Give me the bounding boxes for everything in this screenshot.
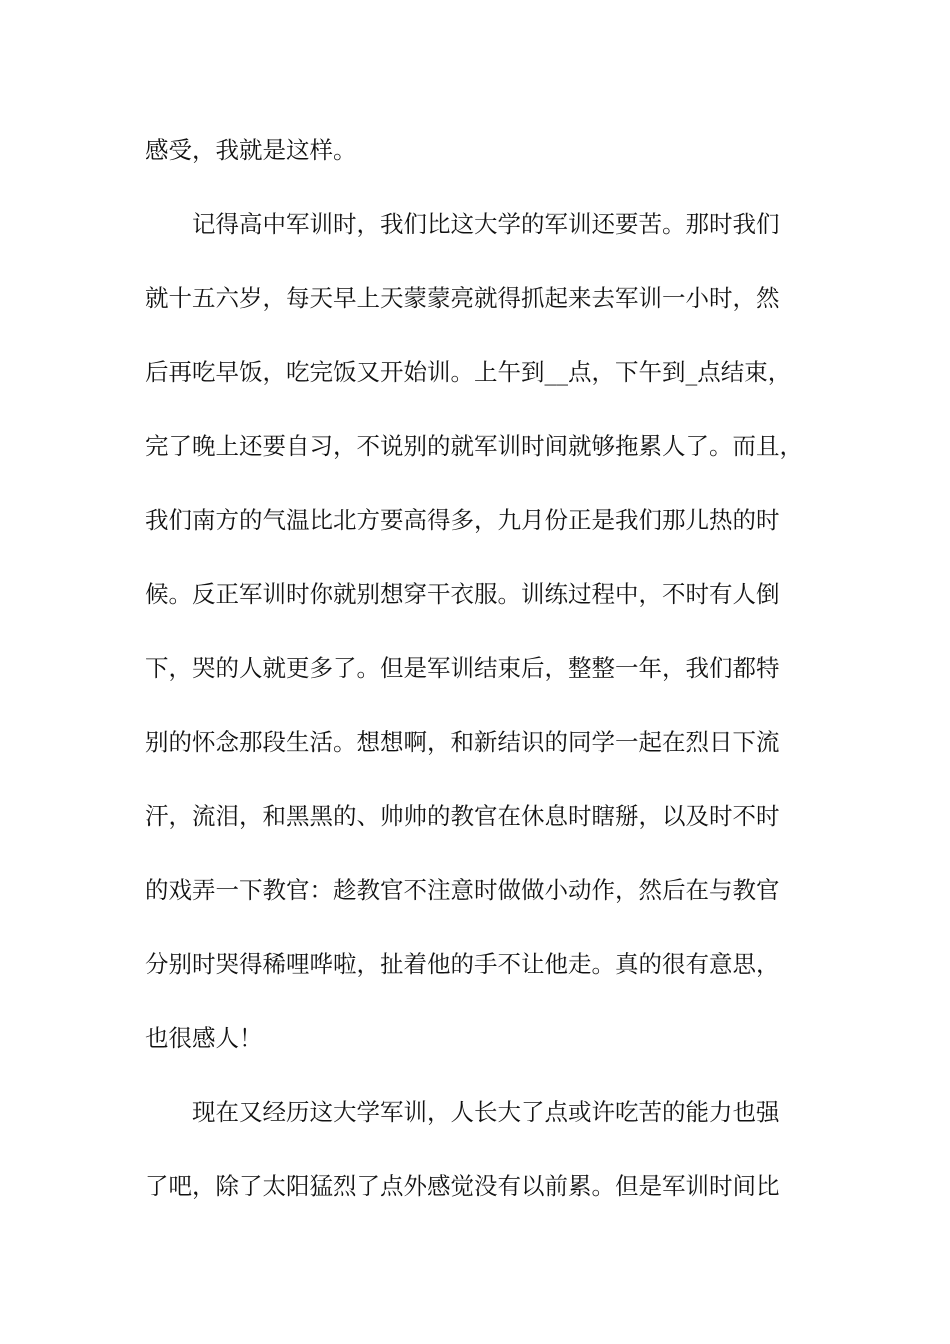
text-line: 分别时哭得稀哩哗啦，扯着他的手不让他走。真的很有意思， <box>145 950 780 978</box>
paragraph-first-line: 记得高中军训时，我们比这大学的军训还要苦。那时我们 <box>192 210 780 238</box>
text-line: 的戏弄一下教官：趁教官不注意时做做小动作，然后在与教官 <box>145 876 780 904</box>
text-line: 感受，我就是这样。 <box>145 136 357 164</box>
text-line: 我们南方的气温比北方要高得多，九月份正是我们那儿热的时 <box>145 506 780 534</box>
text-line: 候。反正军训时你就别想穿干衣服。训练过程中，不时有人倒 <box>145 580 780 608</box>
text-line: 下，哭的人就更多了。但是军训结束后，整整一年，我们都特 <box>145 654 780 682</box>
text-line: 汗，流泪，和黑黑的、帅帅的教官在休息时瞎掰，以及时不时 <box>145 802 780 830</box>
text-line: 就十五六岁，每天早上天蒙蒙亮就得抓起来去军训一小时，然 <box>145 284 780 312</box>
text-line: 也很感人！ <box>145 1024 263 1052</box>
text-line: 后再吃早饭，吃完饭又开始训。上午到__点，下午到_点结束， <box>145 358 792 386</box>
text-line: 完了晚上还要自习，不说别的就军训时间就够拖累人了。而且， <box>145 432 803 460</box>
paragraph-first-line: 现在又经历这大学军训，人长大了点或许吃苦的能力也强 <box>192 1098 780 1126</box>
text-line: 别的怀念那段生活。想想啊，和新结识的同学一起在烈日下流 <box>145 728 780 756</box>
text-line: 了吧，除了太阳猛烈了点外感觉没有以前累。但是军训时间比 <box>145 1172 780 1200</box>
